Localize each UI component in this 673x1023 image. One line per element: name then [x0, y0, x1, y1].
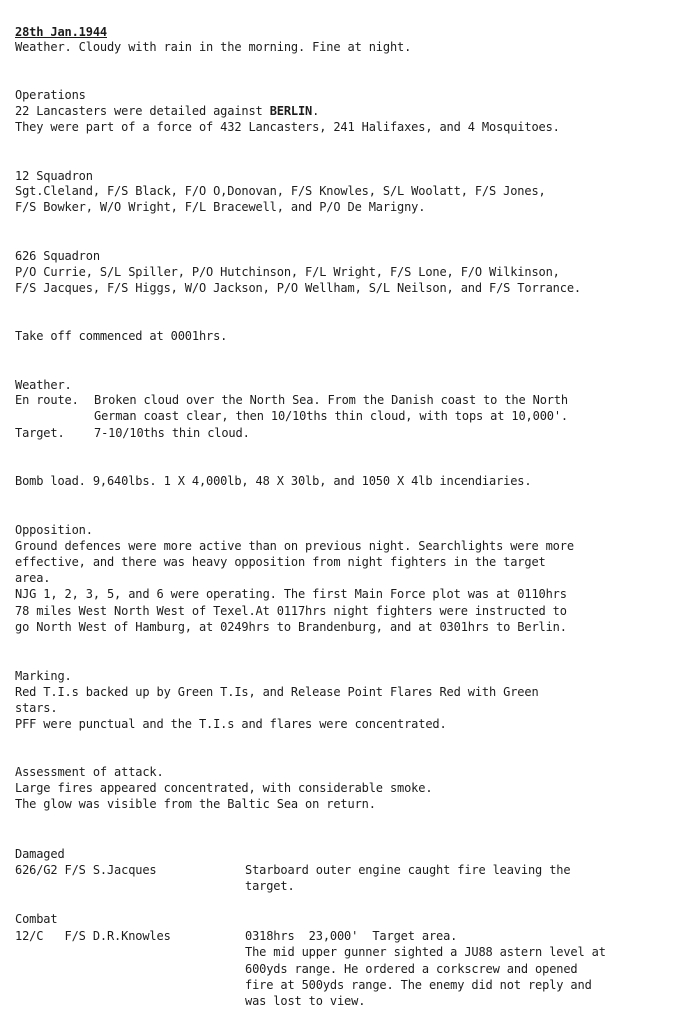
weather-target-label: Target.	[15, 426, 65, 440]
damaged-heading: Damaged	[15, 847, 65, 861]
combat-detail: fire at 500yds range. The enemy did not reply and	[245, 978, 592, 992]
marking-line: stars.	[15, 701, 58, 715]
operations-line-1-prefix: 22 Lancasters were detailed against	[15, 104, 270, 118]
operations-heading: Operations	[15, 88, 86, 102]
operations-line-2: They were part of a force of 432 Lancasters, 241 Halifaxes, and 4 Mosquitoes.	[15, 120, 560, 134]
combat-heading: Combat	[15, 912, 58, 926]
opposition-line: area.	[15, 571, 51, 585]
bomb-load: Bomb load. 9,640lbs. 1 X 4,000lb, 48 X 30lb, and 1050 X 4lb incendiaries.	[15, 474, 532, 488]
takeoff-time: Take off commenced at 0001hrs.	[15, 329, 228, 343]
damaged-detail: target.	[245, 879, 295, 893]
marking-line: PFF were punctual and the T.I.s and flares were concentrated.	[15, 717, 447, 731]
squadron-626-crew-line-1: P/O Currie, S/L Spiller, P/O Hutchinson, F/L Wright, F/S Lone, F/O Wilkinson,	[15, 265, 560, 279]
weather-enroute-line-2: German coast clear, then 10/10ths thin cloud, with tops at 10,000'.	[94, 409, 568, 423]
assessment-line: Large fires appeared concentrated, with considerable smoke.	[15, 781, 433, 795]
weather-summary: Weather. Cloudy with rain in the morning. Fine at night.	[15, 40, 412, 54]
marking-line: Red T.I.s backed up by Green T.Is, and Release Point Flares Red with Green	[15, 685, 539, 699]
damaged-detail: Starboard outer engine caught fire leaving the	[245, 863, 571, 877]
damaged-entry: 626/G2 F/S S.Jacques	[15, 863, 157, 877]
combat-detail: 0318hrs 23,000' Target area.	[245, 929, 458, 943]
weather-enroute-line-1: Broken cloud over the North Sea. From the Danish coast to the North	[94, 393, 568, 407]
squadron-626-heading: 626 Squadron	[15, 249, 100, 263]
opposition-line: effective, and there was heavy opposition from night fighters in the target	[15, 555, 546, 569]
combat-entry: 12/C F/S D.R.Knowles	[15, 929, 171, 943]
combat-detail: was lost to view.	[245, 994, 366, 1008]
assessment-heading: Assessment of attack.	[15, 765, 164, 779]
opposition-line: NJG 1, 2, 3, 5, and 6 were operating. The first Main Force plot was at 0110hrs	[15, 587, 567, 601]
weather-target-text: 7-10/10ths thin cloud.	[94, 426, 250, 440]
weather-heading: Weather.	[15, 378, 72, 392]
operations-line-1-suffix: .	[312, 104, 320, 118]
assessment-line: The glow was visible from the Baltic Sea on return.	[15, 797, 376, 811]
squadron-12-crew-line-2: F/S Bowker, W/O Wright, F/L Bracewell, and P/O De Marigny.	[15, 200, 426, 214]
marking-heading: Marking.	[15, 669, 72, 683]
opposition-heading: Opposition.	[15, 523, 93, 537]
squadron-12-crew-line-1: Sgt.Cleland, F/S Black, F/O O,Donovan, F/S Knowles, S/L Woolatt, F/S Jones,	[15, 184, 546, 198]
operations-target: BERLIN	[269, 104, 313, 118]
combat-detail: The mid upper gunner sighted a JU88 astern level at	[245, 945, 606, 959]
combat-detail: 600yds range. He ordered a corkscrew and opened	[245, 962, 578, 976]
squadron-626-crew-line-2: F/S Jacques, F/S Higgs, W/O Jackson, P/O Wellham, S/L Neilson, and F/S Torrance.	[15, 281, 581, 295]
opposition-line: go North West of Hamburg, at 0249hrs to Brandenburg, and at 0301hrs to Berlin.	[15, 620, 567, 634]
opposition-line: 78 miles West North West of Texel.At 0117hrs night fighters were instructed to	[15, 604, 567, 618]
squadron-12-heading: 12 Squadron	[15, 169, 93, 183]
opposition-line: Ground defences were more active than on previous night. Searchlights were more	[15, 539, 574, 553]
weather-enroute-label: En route.	[15, 393, 79, 407]
entry-date: 28th Jan.1944	[15, 25, 107, 39]
operations-line-1	[15, 103, 319, 119]
